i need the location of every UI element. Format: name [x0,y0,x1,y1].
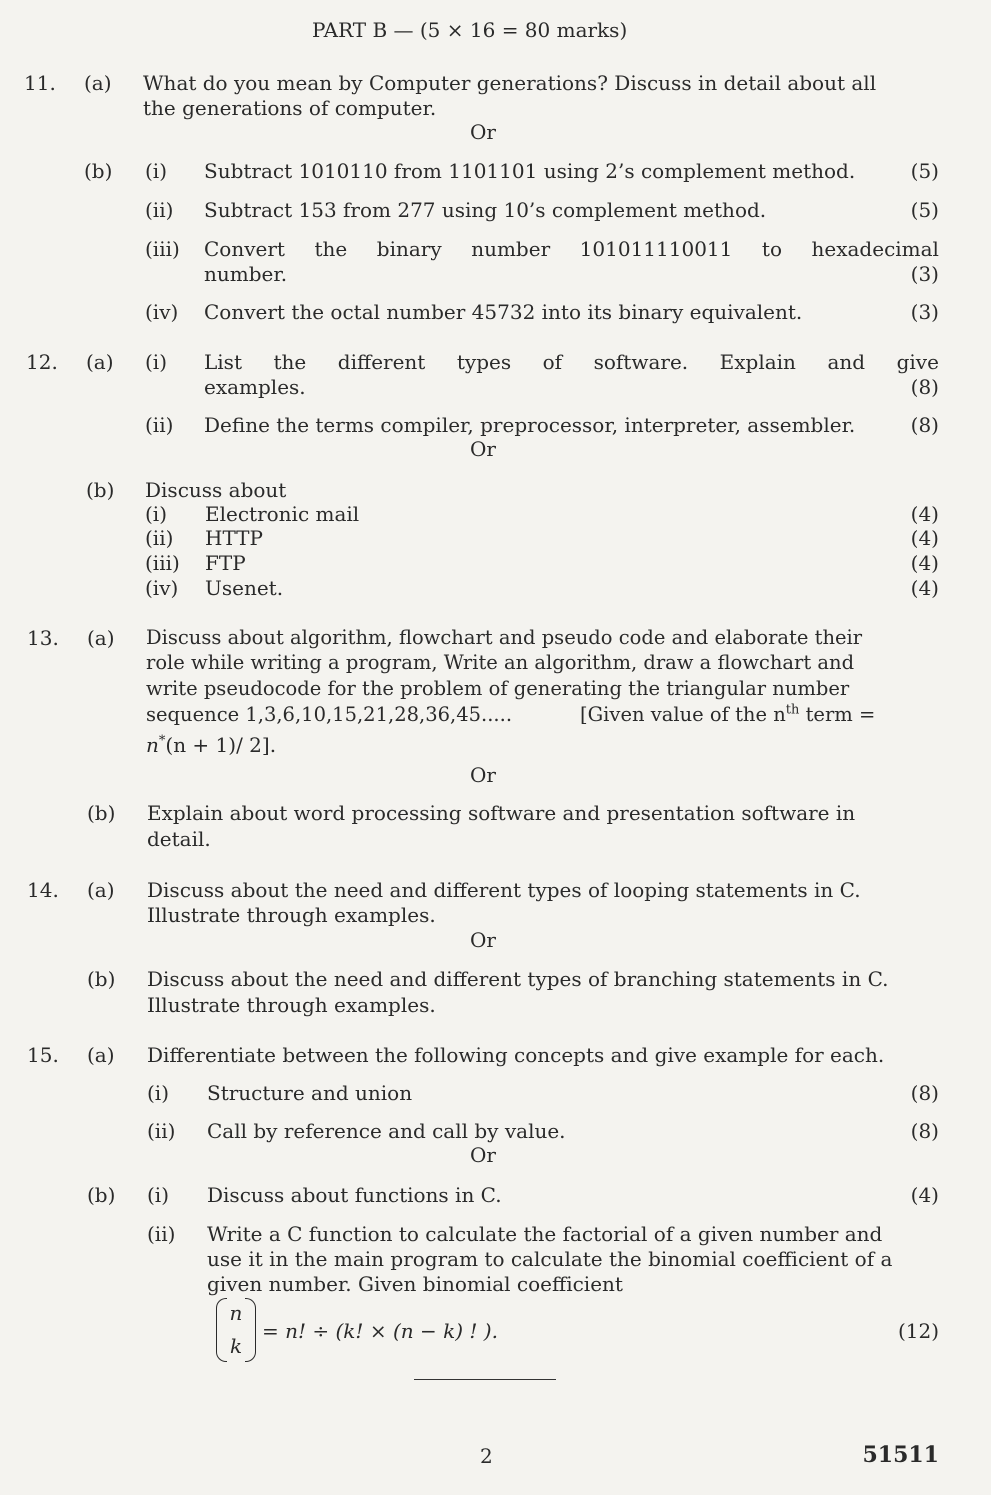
or-separator: Or [470,928,496,952]
subpart-label: (i) [145,502,168,526]
subpart-label: (ii) [147,1222,176,1246]
part-label: (a) [87,878,115,902]
subpart-label: (iii) [145,237,180,261]
question-text: Subtract 1010110 from 1101101 using 2’s complement method. [204,159,856,183]
marks: (4) [910,551,939,575]
list-item: Electronic mail [205,502,360,526]
list-item: HTTP [205,526,263,550]
question-text: Define the terms compiler, preprocessor, interpreter, assembler. [204,413,856,437]
part-title: PART B — (5 × 16 = 80 marks) [312,18,628,42]
subpart-label: (ii) [145,413,174,437]
question-text: Structure and union [207,1081,413,1105]
marks: (8) [910,1119,939,1143]
question-text: List the different types of software. Explain and give [204,350,939,374]
or-separator: Or [470,120,496,144]
formula: = n! ÷ (k! × (n − k) ! ). [262,1319,498,1343]
question-text: Illustrate through examples. [147,993,436,1017]
subpart-label: (iii) [145,551,180,575]
list-item: Usenet. [205,576,284,600]
part-label: (a) [86,350,114,374]
marks: (5) [910,198,939,222]
subpart-label: (iv) [145,576,179,600]
paper-code: 51511 [862,1442,939,1468]
question-text: Write a C function to calculate the factorial of a given number and [207,1222,883,1246]
part-label: (a) [87,626,115,650]
subpart-label: (i) [145,350,168,374]
marks: (8) [910,413,939,437]
question-text: examples. [204,375,306,399]
question-text: detail. [147,827,211,851]
part-label: (b) [87,967,116,991]
part-label: (b) [87,801,116,825]
formula: n*(n + 1)/ 2]. [146,733,277,757]
part-label: (a) [84,71,112,95]
question-number: 11. [24,71,56,95]
question-text: [Given value of the $n^{th}$ term = [580,702,876,726]
question-text: Call by reference and call by value. [207,1119,566,1143]
marks: (4) [910,502,939,526]
marks: (5) [910,159,939,183]
question-number: 15. [27,1043,59,1067]
question-text: Discuss about the need and different types of branching statements in C. [147,967,889,991]
part-label: (b) [86,478,115,502]
question-text: write pseudocode for the problem of generating the triangular number [146,677,850,700]
subpart-label: (ii) [145,198,174,222]
question-text: Discuss about functions in C. [207,1183,502,1207]
subpart-label: (ii) [145,526,174,550]
question-text: the generations of computer. [143,96,437,120]
or-separator: Or [470,437,496,461]
page-number: 2 [480,1444,493,1468]
question-text: sequence 1,3,6,10,15,21,28,36,45..... [146,703,513,726]
question-text: Differentiate between the following concepts and give example for each. [147,1043,885,1067]
question-text: number. [204,262,288,286]
marks: (8) [910,375,939,399]
subpart-label: (iv) [145,300,179,324]
or-separator: Or [470,763,496,787]
marks: (8) [910,1081,939,1105]
marks: (4) [910,526,939,550]
marks: (3) [910,300,939,324]
question-number: 12. [26,350,58,374]
marks: (4) [910,576,939,600]
subpart-label: (ii) [147,1119,176,1143]
or-separator: Or [470,1143,496,1167]
question-text: Convert the octal number 45732 into its binary equivalent. [204,300,803,324]
question-text: Discuss about algorithm, flowchart and pseudo code and elaborate their [146,626,863,649]
part-label: (b) [87,1183,116,1207]
question-text: Convert the binary number 101011110011 to hexadecimal [204,237,939,261]
marks: (12) [897,1319,939,1343]
question-number: 14. [27,878,59,902]
binomial-symbol: n k [216,1298,256,1364]
subpart-label: (i) [145,159,168,183]
part-label: (b) [84,159,113,183]
question-text: What do you mean by Computer generations? Discuss in detail about all [143,71,877,95]
marks: (3) [910,262,939,286]
question-text: use it in the main program to calculate the binomial coefficient of a [207,1247,893,1271]
end-rule [414,1379,556,1380]
subpart-label: (i) [147,1183,170,1207]
question-text: Discuss about [145,478,287,502]
question-text: Illustrate through examples. [147,903,436,927]
marks: (4) [910,1183,939,1207]
subpart-label: (i) [147,1081,170,1105]
question-text: Explain about word processing software and presentation software in [147,801,856,825]
question-number: 13. [27,626,59,650]
part-label: (a) [87,1043,115,1067]
question-text: Subtract 153 from 277 using 10’s complement method. [204,198,767,222]
list-item: FTP [205,551,246,575]
question-text: Discuss about the need and different types of looping statements in C. [147,878,861,902]
question-text: given number. Given binomial coefficient [207,1272,623,1296]
question-text: role while writing a program, Write an algorithm, draw a flowchart and [146,651,855,674]
